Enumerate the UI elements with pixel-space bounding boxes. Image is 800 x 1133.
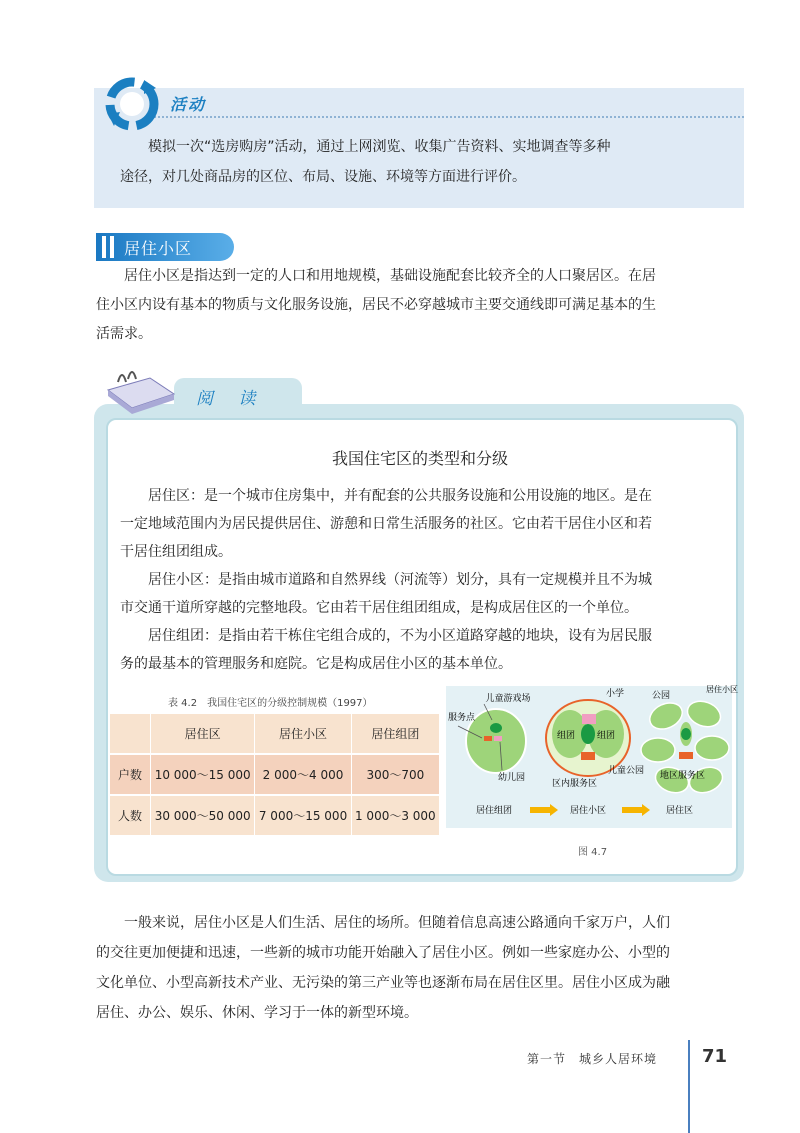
page-number: 71 [702, 1046, 728, 1067]
school-mark [582, 714, 596, 724]
park-mark [681, 728, 691, 740]
label-kindergarten: 幼儿园 [498, 773, 526, 783]
legend-small: 居住小区 [570, 806, 607, 816]
notebook-icon [100, 364, 178, 420]
arrow-icon [530, 804, 558, 816]
residential-district-flower [641, 697, 729, 797]
section-heading [96, 233, 234, 261]
scale-table [110, 714, 440, 837]
footer-section: 第一节 城乡人居环境 [527, 1052, 658, 1066]
label-residential-small: 居住小区 [706, 685, 738, 694]
reading-text: 居住区：是一个城市住房集中，并有配套的公共服务设施和公用设施的地区。是在 一定地域范围内为居民提供居住、游憩和日常生活服务的社区。它由若干居住小区和若 干居住组团组成。 居住小区：是指由城市道路和自然界线（河流等）划分，具有一定规模并且不为城 市交通干道所穿越的完整地段。它由若干居住组团组成，是构成居住区的一个单位。 居住组团：是指由若干栋住宅组合成的，不为小区道路穿越的地块，设有为居民服 务的最基本的管理服务和庭院。它是构成居住小区的基本单位。 [120, 488, 652, 672]
table-caption: 表 4.2 我国住宅区的分级控制规模（1997） [168, 698, 373, 709]
service-point-mark [484, 736, 492, 741]
section-paragraph: 居住小区是指达到一定的人口和用地规模，基础设施配套比较齐全的人口聚居区。在居 住小区内设有基本的物质与文化服务设施，居民不必穿越城市主要交通线即可满足基本的生 活需求。 [96, 268, 656, 342]
table-header-row: 居住区 居住小区 居住组团 [110, 714, 440, 754]
district-service-mark [581, 752, 595, 760]
legend-cluster: 居住组团 [476, 806, 513, 816]
label-cluster-left: 组团 [557, 731, 576, 741]
residential-diagram [446, 685, 738, 828]
area-service-mark [679, 752, 693, 759]
label-school: 小学 [606, 689, 625, 699]
figure-caption: 图 4.7 [578, 847, 608, 858]
label-playground: 儿童游戏场 [485, 694, 531, 704]
playground-mark [490, 723, 502, 733]
reading-title: 我国住宅区的类型和分级 [331, 449, 508, 468]
label-children-park: 儿童公园 [608, 766, 645, 776]
footer-line [688, 1040, 690, 1133]
section-title: 居住小区 [124, 239, 193, 258]
legend-district: 居住区 [666, 806, 694, 816]
table-row: 户数 10 000～15 000 2 000～4 000 300～700 [110, 754, 440, 795]
heading-bar [110, 236, 114, 258]
label-area-service: 地区服务区 [660, 771, 706, 781]
kindergarten-mark [494, 736, 502, 741]
heading-bar [102, 236, 106, 258]
label-district-service: 区内服务区 [552, 779, 598, 789]
cycle-arrows-icon [104, 76, 160, 132]
activity-text: 模拟一次“选房购房”活动，通过上网浏览、收集广告资料、实地调查等多种 途径，对几处商品房的区位、布局、设施、环境等方面进行评价。 [120, 139, 611, 185]
activity-title: 活动 [170, 95, 207, 114]
label-park: 公园 [652, 691, 671, 701]
table-row: 人数 30 000～50 000 7 000～15 000 1 000～3 000 [110, 795, 440, 836]
arrow-icon [622, 804, 650, 816]
children-park-mark [581, 724, 595, 744]
reading-label: 阅 读 [196, 389, 266, 409]
dotted-divider [149, 116, 744, 118]
label-service-point: 服务点 [448, 713, 476, 723]
closing-paragraph: 一般来说，居住小区是人们生活、居住的场所。但随着信息高速公路通向千家万户，人们 的交往更加便捷和迅速，一些新的城市功能开始融入了居住小区。例如一些家庭办公、小型的 文化单位、小型高新技术产业、无污染的第三产业等也逐渐布局在居住区里。居住小区成为融 居住、办公、娱乐、休闲、学习于一体的新型环境。 [96, 915, 670, 1021]
diagram-svg [446, 685, 738, 828]
label-cluster-right: 组团 [597, 731, 616, 741]
